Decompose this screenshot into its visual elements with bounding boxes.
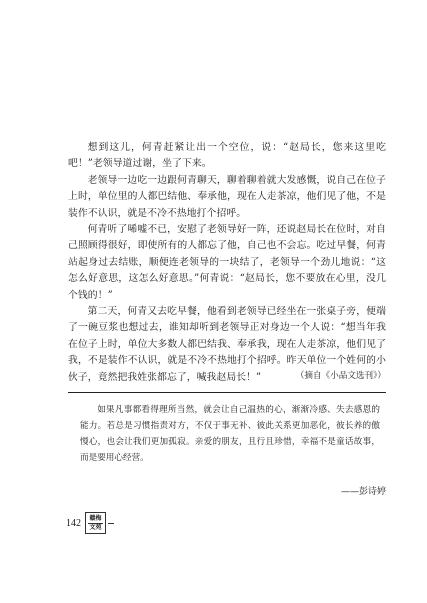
magazine-logo [85, 512, 106, 534]
essay-text: 如果凡事都看得理所当然，就会让自己温热的心，渐渐冷感、失去感恩的能力。若总是习惯指责对方，不仅于事无补、彼此关系更加恶化，彼长养的傲慢心，也会让我们更加孤寂。亲爱的朋友，且行且珍惜，幸福不是童话故事，而是要用心经营。 [80, 405, 380, 463]
story-paragraph-4: 第二天，何青又去吃早餐，他看到老领导已经坐在一张桌子旁，便端了一碗豆浆也想过去，谁知却听到老领导正对身边一个人说：“想当年我在位子上时，单位大多数人都巴结我、奉承我，现在人走茶凉，他们见了我，不是装作不认识，就是不冷不热地打个招呼。昨天单位一个姓何的小伙子，竟然把我姓张都忘了，喊我赵局长！” [68, 306, 386, 383]
page-footer [66, 512, 114, 534]
logo-top-text: 赣梅 [89, 514, 102, 522]
footer-rule [108, 523, 114, 524]
story-body [68, 140, 386, 386]
essay-box [80, 402, 380, 466]
essay-author: ——彭诗婷 [340, 487, 386, 497]
page-number: 142 [66, 517, 81, 529]
logo-bottom-text: 文苑 [89, 523, 102, 531]
source-citation: （摘自《小品文选刊》） [295, 371, 386, 381]
story-paragraph-1: 想到这儿，何青赶紧让出一个空位，说：“赵局长，您来这里吃吧！”老领导道过谢，坐了下来。 [68, 142, 386, 170]
section-divider [68, 392, 386, 393]
story-paragraph-3: 何青听了唏嘘不已，安慰了老领导好一阵，还说赵局长在位时，对自己照顾得很好，即使所有的人都忘了他，自己也不会忘。吃过早餐，何青站起身过去结账，顺便连老领导的一块结了，老领导一个劲儿地说：“这怎么好意思，这怎么好意思。”何青说：“赵局长，您不要放在心里，没几个钱的！” [68, 224, 386, 301]
story-paragraph-2: 老领导一边吃一边跟何青聊天，聊着聊着就大发感慨，说自己在位子上时，单位里的人都巴结他、奉承他，现在人走茶凉，他们见了他，不是装作不认识，就是不冷不热地打个招呼。 [68, 174, 386, 219]
